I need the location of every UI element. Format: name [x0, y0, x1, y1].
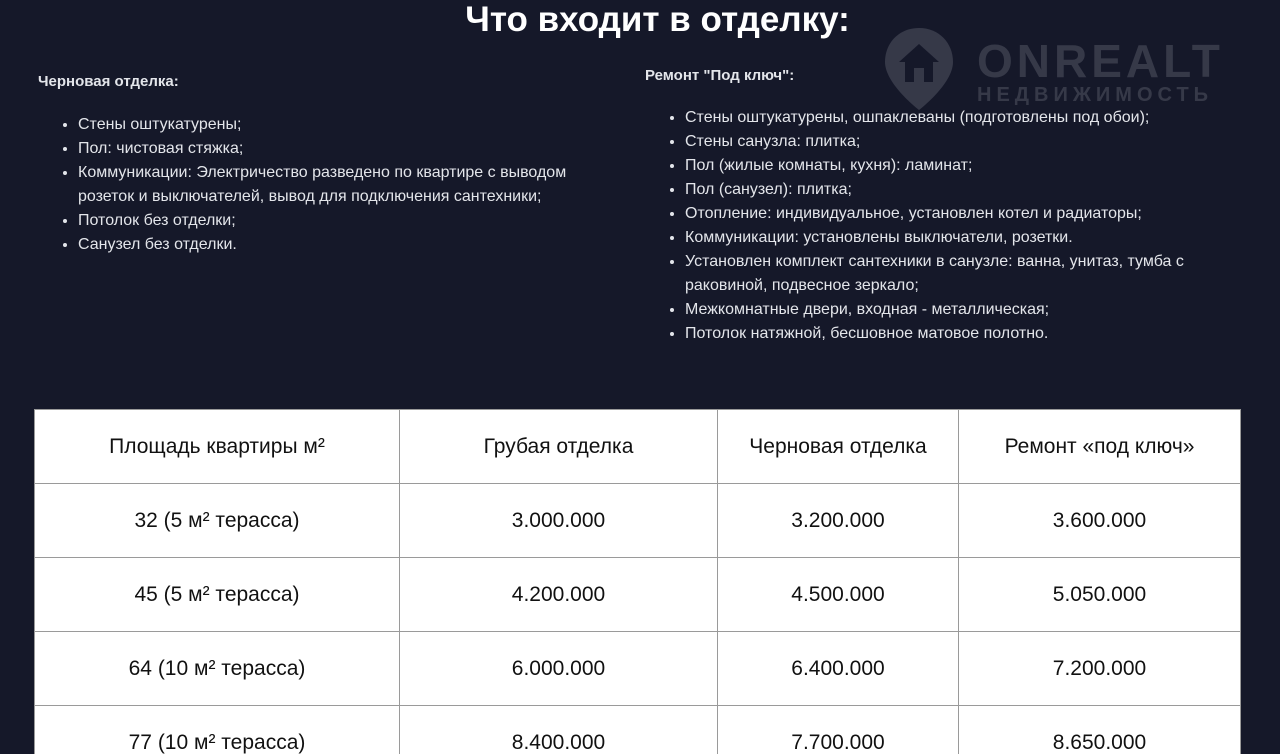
header-rough: Грубая отделка: [400, 410, 718, 484]
list-item: • Пол: чистовая стяжка;: [78, 137, 608, 161]
table-row: [35, 484, 1241, 558]
table-header-row: [35, 410, 1241, 484]
cell-price: 6.000.000: [400, 632, 718, 706]
cell-price: 8.650.000: [959, 706, 1241, 754]
table-row: [35, 706, 1241, 754]
cell-area: 77 (10 м² терасса): [35, 706, 400, 754]
turnkey-section: [645, 66, 1205, 346]
cell-price: 3.200.000: [718, 484, 959, 558]
list-item: • Пол (жилые комнаты, кухня): ламинат;: [685, 154, 1205, 178]
cell-price: 3.000.000: [400, 484, 718, 558]
table-row: [35, 632, 1241, 706]
list-item: • Стены оштукатурены;: [78, 113, 608, 137]
cell-price: 7.200.000: [959, 632, 1241, 706]
cell-price: 3.600.000: [959, 484, 1241, 558]
rough-finish-section: [38, 72, 608, 257]
cell-price: 8.400.000: [400, 706, 718, 754]
turnkey-heading: Ремонт "Под ключ":: [645, 67, 795, 84]
list-item: • Межкомнатные двери, входная - металлическая;: [685, 298, 1205, 322]
rough-finish-list: [38, 113, 608, 257]
list-item: • Пол (санузел): плитка;: [685, 178, 1205, 202]
header-area: Площадь квартиры м²: [35, 410, 400, 484]
table-row: [35, 558, 1241, 632]
price-table: [34, 409, 1241, 754]
list-item: • Установлен комплект сантехники в санузле: ванна, унитаз, тумба с раковиной, подвесное зеркало;: [685, 250, 1205, 298]
watermark-brand: ONREALT: [977, 35, 1224, 87]
cell-area: 64 (10 м² терасса): [35, 632, 400, 706]
cell-price: 4.500.000: [718, 558, 959, 632]
list-item: • Стены санузла: плитка;: [685, 130, 1205, 154]
list-item: • Потолок натяжной, бесшовное матовое полотно.: [685, 322, 1205, 346]
header-pre-finish: Черновая отделка: [718, 410, 959, 484]
cell-price: 6.400.000: [718, 632, 959, 706]
cell-price: 5.050.000: [959, 558, 1241, 632]
watermark-subtitle: НЕДВИЖИМОСТЬ: [977, 84, 1214, 106]
list-item: • Коммуникации: Электричество разведено по квартире с выводом розеток и выключателей, вывод для подключения сантехники;: [78, 161, 608, 209]
cell-price: 4.200.000: [400, 558, 718, 632]
header-turnkey: Ремонт «под ключ»: [959, 410, 1241, 484]
page-title: Что входит в отделку:: [465, 0, 850, 39]
cell-price: 7.700.000: [718, 706, 959, 754]
cell-area: 45 (5 м² терасса): [35, 558, 400, 632]
turnkey-list: [645, 106, 1205, 346]
list-item: • Отопление: индивидуальное, установлен котел и радиаторы;: [685, 202, 1205, 226]
list-item: • Потолок без отделки;: [78, 209, 608, 233]
list-item: • Стены оштукатурены, ошпаклеваны (подготовлены под обои);: [685, 106, 1205, 130]
cell-area: 32 (5 м² терасса): [35, 484, 400, 558]
list-item: • Коммуникации: установлены выключатели, розетки.: [685, 226, 1205, 250]
list-item: • Санузел без отделки.: [78, 233, 608, 257]
rough-finish-heading: Черновая отделка:: [38, 73, 179, 90]
